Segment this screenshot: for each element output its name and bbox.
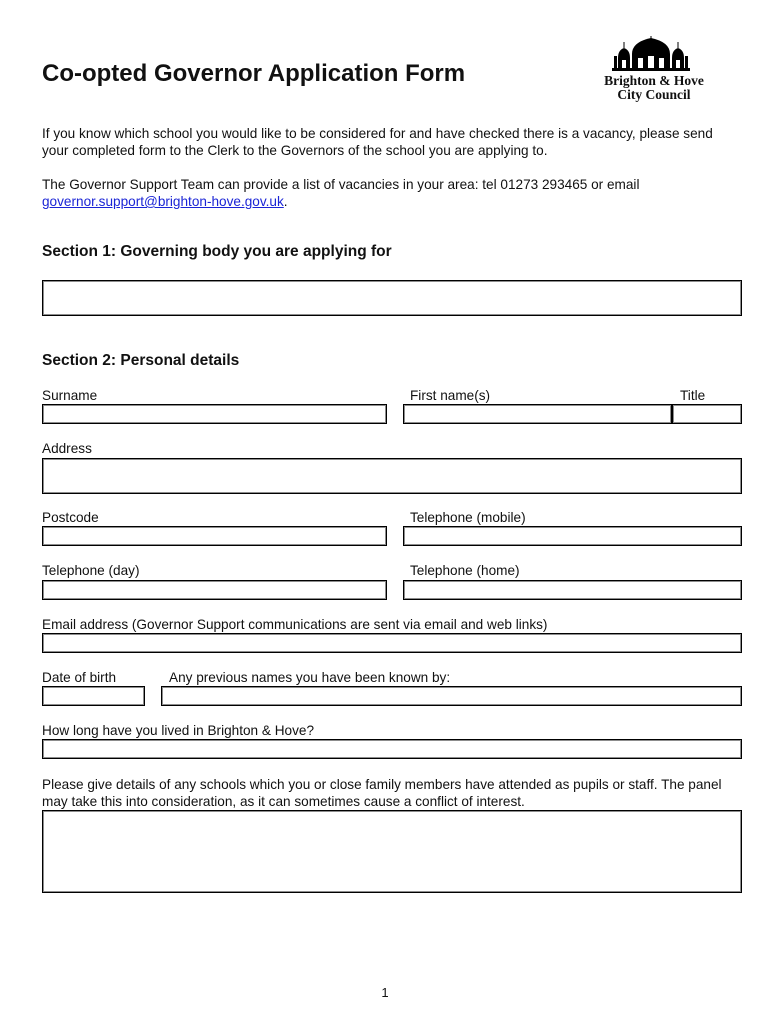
title-label: Title: [680, 388, 706, 403]
contact-text-end: .: [283, 194, 288, 209]
dob-field[interactable]: [42, 686, 145, 706]
page-number: 1: [381, 985, 389, 1000]
tel-day-label: Telephone (day): [42, 563, 140, 578]
address-field[interactable]: [42, 458, 742, 494]
email-field[interactable]: [42, 633, 742, 653]
tel-home-label: Telephone (home): [410, 563, 520, 578]
first-name-field[interactable]: [403, 404, 672, 424]
email-label: Email address (Governor Support communications are sent via email and web links): [42, 617, 548, 632]
page-title: Co-opted Governor Application Form: [42, 60, 466, 87]
section1-heading: Section 1: Governing body you are applying for: [42, 243, 392, 260]
tel-mobile-field[interactable]: [403, 526, 742, 546]
contact-text: The Governor Support Team can provide a list of vacancies in your area: tel 01273 293465 or email: [42, 177, 640, 192]
address-label: Address: [42, 441, 92, 456]
first-name-label: First name(s): [410, 388, 491, 403]
title-field[interactable]: [672, 404, 742, 424]
surname-field[interactable]: [42, 404, 387, 424]
email-link[interactable]: governor.support@brighton-hove.gov.uk: [42, 194, 284, 209]
intro-paragraph: If you know which school you would like to be considered for and have checked there is a vacancy, please send your completed form to the Clerk to the Governors of the school you are applying to.: [42, 126, 713, 158]
postcode-label: Postcode: [42, 510, 99, 525]
governing-body-field[interactable]: [42, 280, 742, 316]
logo-line1: Brighton & Hove: [604, 73, 704, 88]
section2-heading: Section 2: Personal details: [42, 352, 240, 369]
dob-label: Date of birth: [42, 670, 117, 685]
previous-names-field[interactable]: [161, 686, 742, 706]
postcode-field[interactable]: [42, 526, 387, 546]
tel-day-field[interactable]: [42, 580, 387, 600]
contact-paragraph: [42, 176, 742, 210]
schools-details-label: Please give details of any schools which you or close family members have attended as pupils or staff. The panel may take this into consideration, as it can sometimes cause a conflict of interest.: [42, 777, 722, 809]
tel-mobile-label: Telephone (mobile): [410, 510, 526, 525]
tel-home-field[interactable]: [403, 580, 742, 600]
logo-line2: City Council: [617, 87, 691, 102]
royal-pavilion-icon: [612, 36, 690, 72]
previous-names-label: Any previous names you have been known by:: [169, 670, 451, 685]
schools-details-field[interactable]: [42, 810, 742, 893]
lived-duration-label: How long have you lived in Brighton & Hove?: [42, 723, 315, 738]
surname-label: Surname: [42, 388, 98, 403]
lived-duration-field[interactable]: [42, 739, 742, 759]
council-logo: [596, 36, 712, 104]
